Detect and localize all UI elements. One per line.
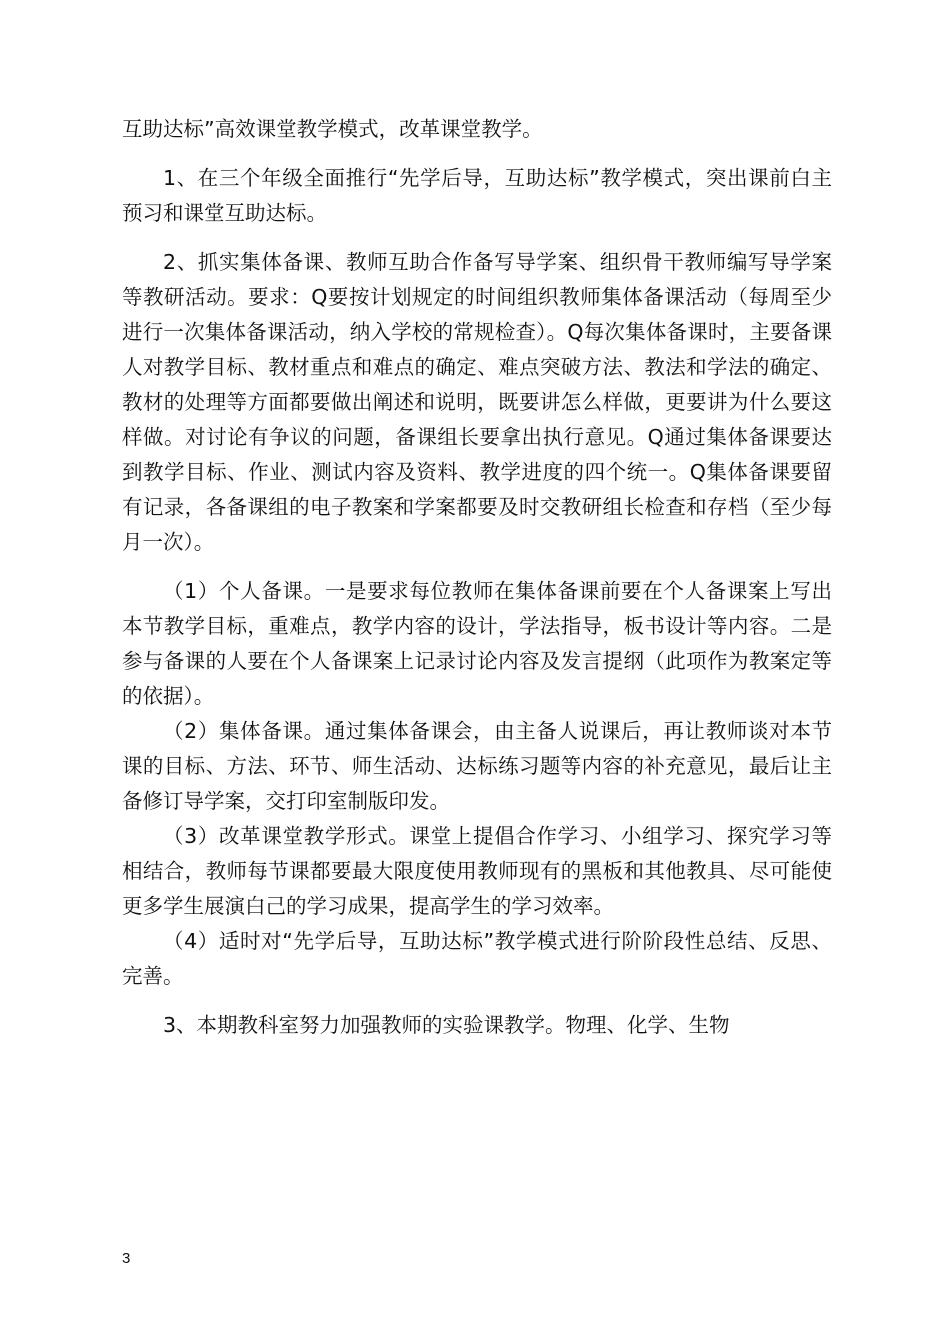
paragraph-item-1: 1、在三个年级全面推行“先学后导，互助达标”教学模式，突出课前白主预习和课堂互助达标。 bbox=[122, 166, 832, 225]
paragraph-subitem-1: （1）个人备课。一是要求每位教师在集体备课前要在个人备课案上写出本节教学目标，重难点，教学内容的设计，学法指导，板书设计等内容。二是参与备课的人要在个人备课案上记录讨论内容及发言提纲（此项作为教案定等的依据）。 bbox=[122, 579, 832, 708]
paragraph-continuation: 互助达标”高效课堂教学模式，改革课堂教学。 bbox=[122, 117, 543, 141]
paragraph-item-3: 3、本期教科室努力加强教师的实验课教学。物理、化学、生物 bbox=[163, 1013, 730, 1037]
paragraph-item-2: 2、抓实集体备课、教师互助合作备写导学案、组织骨干教师编写导学案等教研活动。要求：Q要按计划规定的时间组织教师集体备课活动（每周至少进行一次集体备课活动，纳入学校的常规检查）。Q每次集体备课时，主要备课人对教学目标、教材重点和难点的确定、难点突破方法、教法和学法的确定、教材的处理等方面都要做出阐述和说明，既要讲怎么样做，更要讲为什么要这样做。对讨论有争议的问题，备课组长要拿出执行意见。Q通过集体备课要达到教学目标、作业、测试内容及资料、教学进度的四个统一。Q集体备课要留有记录，各备课组的电子教案和学案都要及时交教研组长检查和存档（至少每月一次）。 bbox=[122, 250, 832, 554]
page-body bbox=[122, 112, 832, 1057]
page-number: 3 bbox=[122, 1250, 131, 1267]
paragraph-subitem-4: （4）适时对“先学后导，互助达标”教学模式进行阶阶段性总结、反思、完善。 bbox=[122, 929, 832, 988]
paragraph-subitem-3: （3）改革课堂教学形式。课堂上提倡合作学习、小组学习、探究学习等相结合，教师每节课都要最大限度使用教师现有的黑板和其他教具、尽可能使更多学生展演白己的学习成果，提高学生的学习效率。 bbox=[122, 824, 832, 918]
paragraph-subitem-2: （2）集体备课。通过集体备课会，由主备人说课后，再让教师谈对本节课的目标、方法、环节、师生活动、达标练习题等内容的补充意见，最后让主备修订导学案，交打印室制版印发。 bbox=[122, 719, 832, 813]
